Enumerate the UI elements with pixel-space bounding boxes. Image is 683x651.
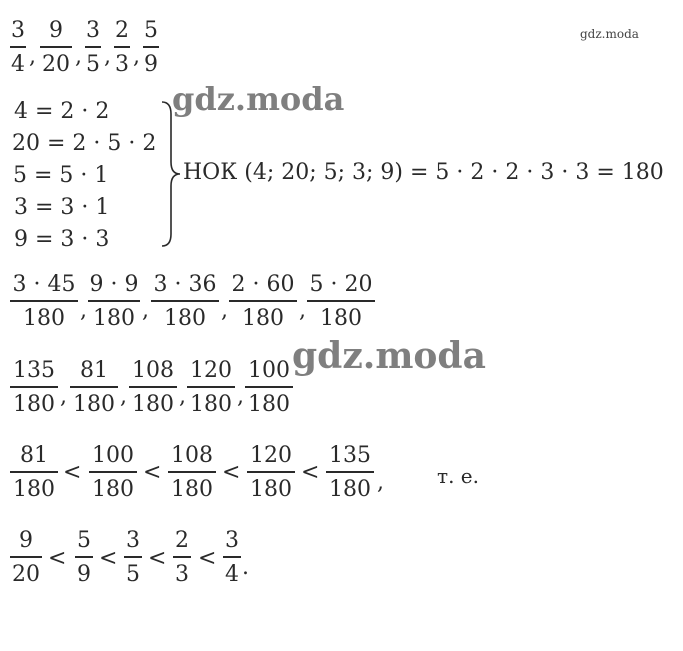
fraction: 3 · 36 180 xyxy=(151,272,219,331)
less-than-sign: < xyxy=(143,460,162,485)
comma: , xyxy=(377,470,384,495)
fraction: 2 3 xyxy=(115,18,129,77)
lcm-line: НОК (4; 20; 5; 3; 9) = 5 · 2 · 2 · 3 · 3 = 180 xyxy=(183,160,664,185)
less-than-sign: < xyxy=(198,546,217,571)
less-than-sign: < xyxy=(222,460,241,485)
less-than-sign: < xyxy=(301,460,320,485)
comma: , xyxy=(75,44,82,69)
fraction: 5 · 20 180 xyxy=(307,272,375,331)
fraction: 100 180 xyxy=(89,443,137,502)
less-than-sign: < xyxy=(63,460,82,485)
right-brace-icon xyxy=(158,100,184,248)
period: . xyxy=(242,555,249,580)
less-than-sign: < xyxy=(48,546,67,571)
fraction: 81 180 xyxy=(10,443,58,502)
factorization-line: 5 = 5 · 1 xyxy=(13,163,109,188)
fraction: 108 180 xyxy=(168,443,216,502)
fraction: 3 4 xyxy=(11,18,25,77)
comma: , xyxy=(133,44,140,69)
comma: , xyxy=(237,384,244,409)
fraction: 5 9 xyxy=(77,528,91,587)
fraction: 9 20 xyxy=(12,528,40,587)
factorization-line: 4 = 2 · 2 xyxy=(14,99,110,124)
fraction: 108 180 xyxy=(129,358,177,417)
comma: , xyxy=(120,384,127,409)
fraction: 135 180 xyxy=(10,358,58,417)
fraction: 120 180 xyxy=(187,358,235,417)
fraction: 3 · 45 180 xyxy=(10,272,78,331)
less-than-sign: < xyxy=(148,546,167,571)
watermark-large: gdz.moda xyxy=(292,335,486,377)
fraction: 100 180 xyxy=(245,358,293,417)
comma: , xyxy=(142,298,149,323)
fraction: 135 180 xyxy=(326,443,374,502)
comma: , xyxy=(80,298,87,323)
comma: , xyxy=(179,384,186,409)
watermark-small: gdz.moda xyxy=(580,27,639,41)
fraction: 5 9 xyxy=(144,18,158,77)
note-text: т. е. xyxy=(437,464,479,488)
comma: , xyxy=(29,44,36,69)
fraction: 2 · 60 180 xyxy=(229,272,297,331)
fraction: 2 3 xyxy=(175,528,189,587)
less-than-sign: < xyxy=(99,546,118,571)
factorization-line: 3 = 3 · 1 xyxy=(14,195,110,220)
factorization-line: 20 = 2 · 5 · 2 xyxy=(12,131,157,156)
comma: , xyxy=(60,384,67,409)
comma: , xyxy=(104,44,111,69)
comma: , xyxy=(221,298,228,323)
fraction: 9 20 xyxy=(42,18,70,77)
fraction: 120 180 xyxy=(247,443,295,502)
fraction: 3 5 xyxy=(126,528,140,587)
fraction: 9 · 9 180 xyxy=(89,272,139,331)
factorization-line: 9 = 3 · 3 xyxy=(14,227,110,252)
fraction: 3 5 xyxy=(86,18,100,77)
fraction: 3 4 xyxy=(225,528,239,587)
comma: , xyxy=(299,298,306,323)
fraction: 81 180 xyxy=(70,358,118,417)
watermark-large: gdz.moda xyxy=(172,80,345,118)
